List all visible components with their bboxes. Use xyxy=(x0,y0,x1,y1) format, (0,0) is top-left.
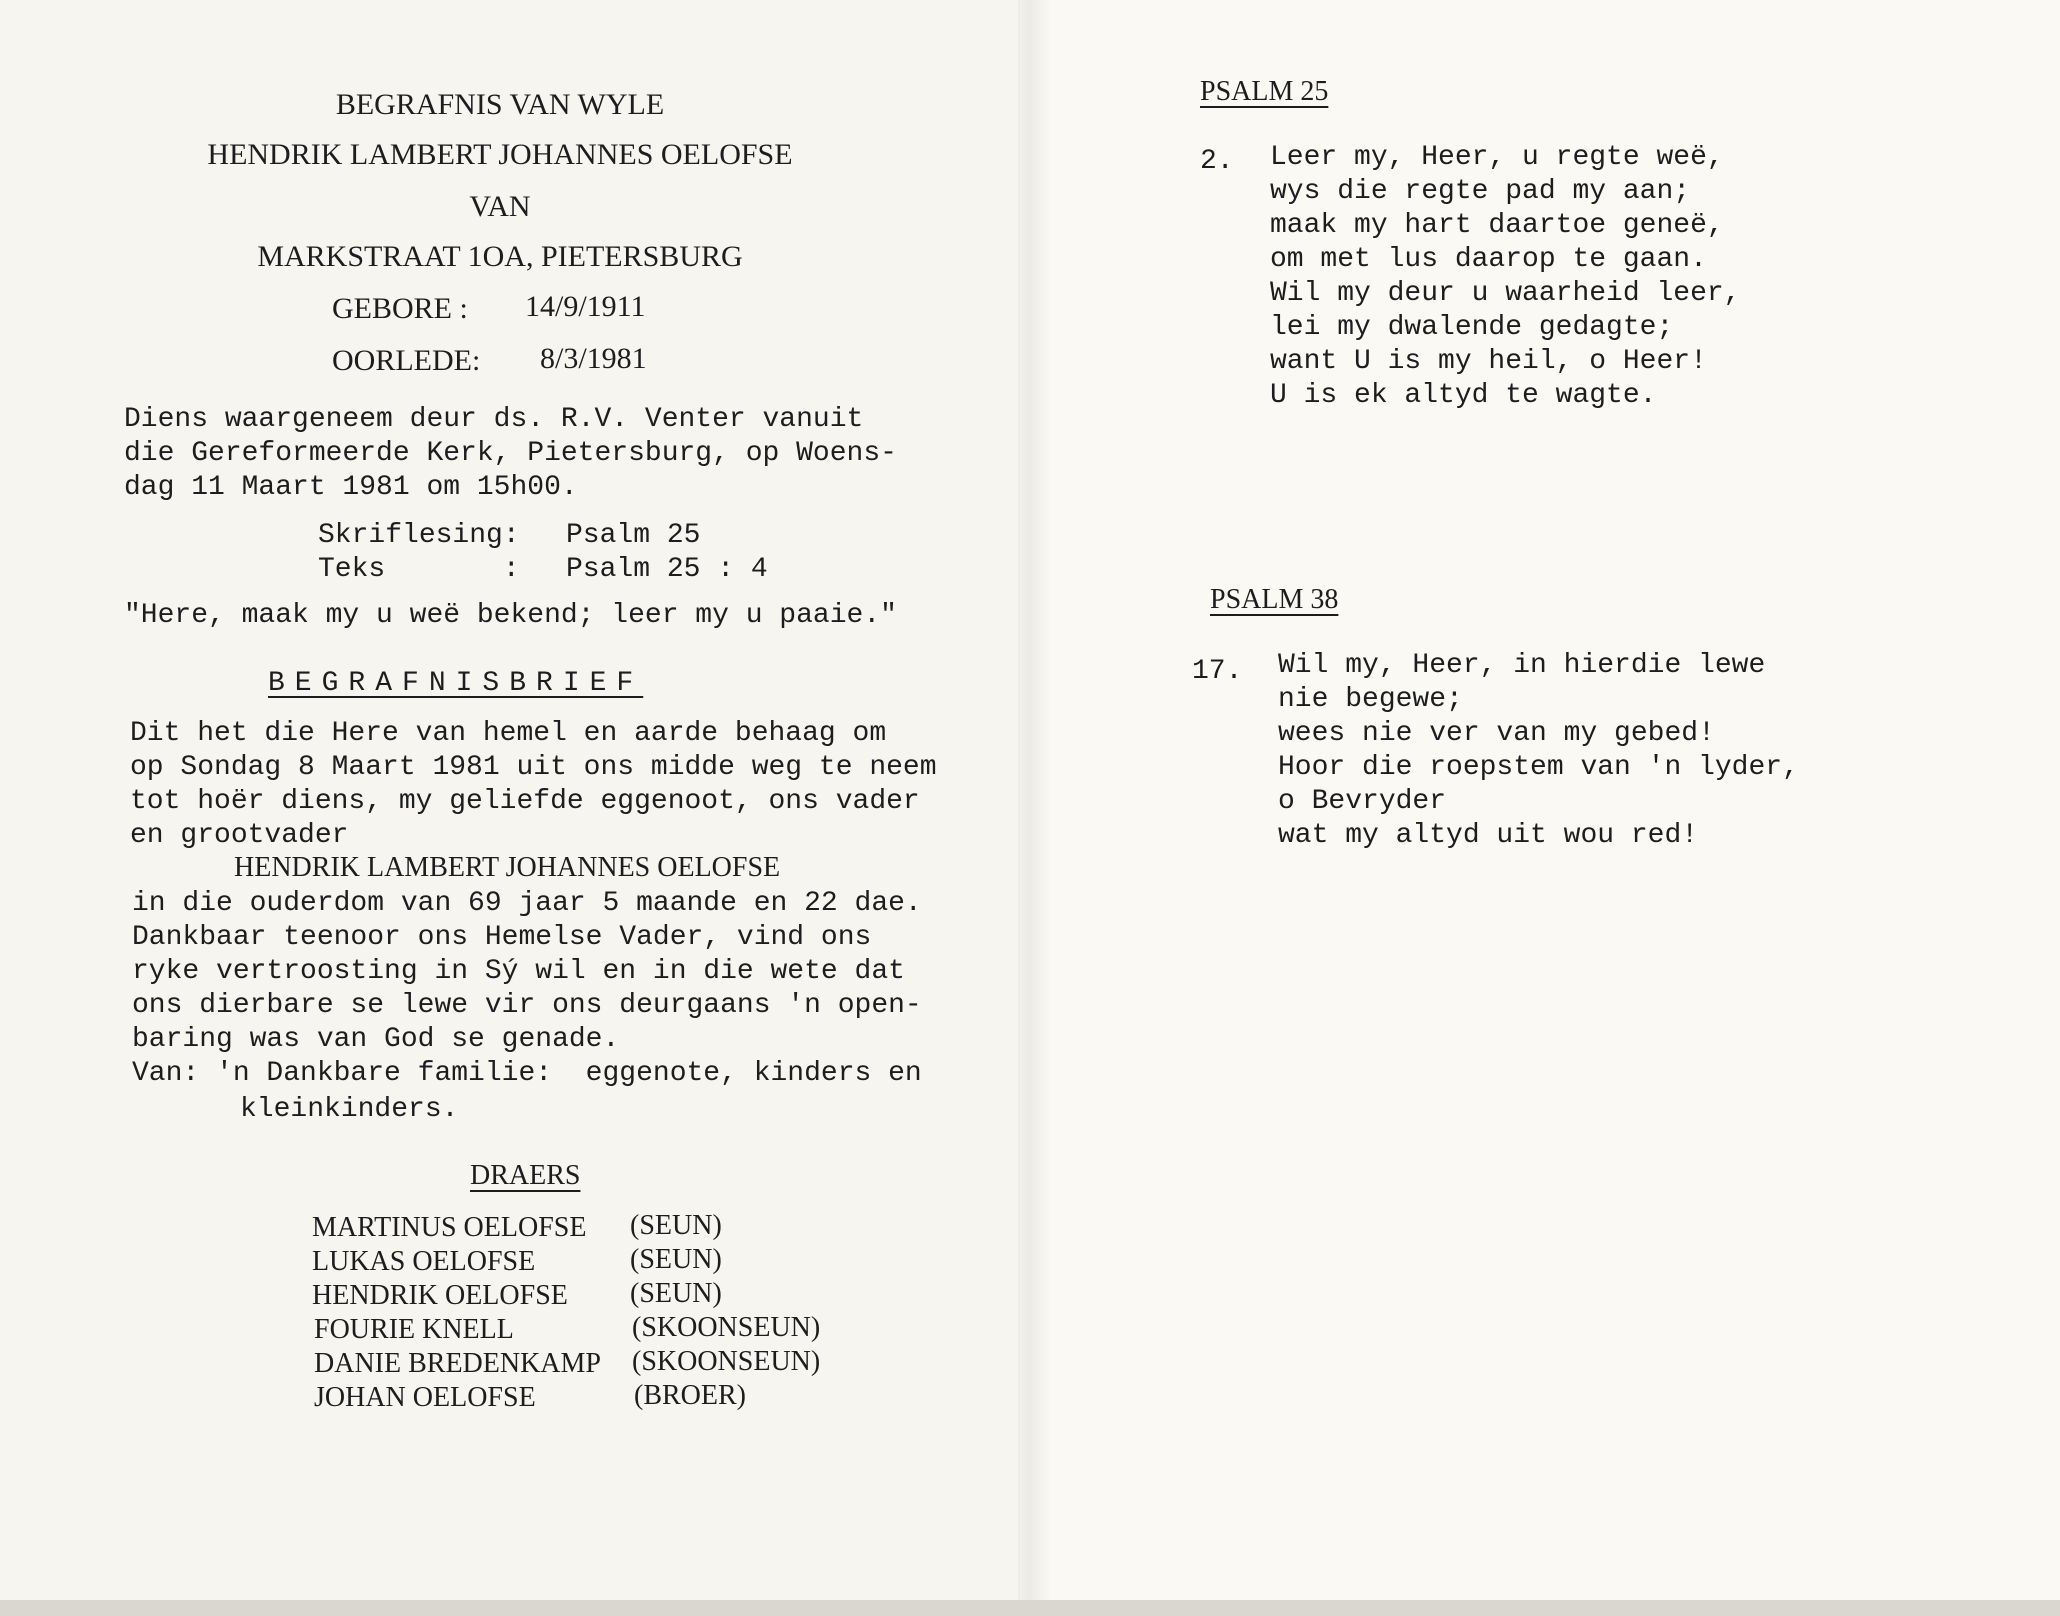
text-label: Teks : xyxy=(318,554,520,585)
bearer-relation: (SEUN) xyxy=(630,1278,722,1309)
letter-title: BEGRAFNISBRIEF xyxy=(268,668,644,699)
letter-line: Dankbaar teenoor ons Hemelse Vader, vind ons xyxy=(132,922,872,953)
bearer-name: DANIE BREDENKAMP xyxy=(314,1348,601,1379)
service-line-2: die Gereformeerde Kerk, Pietersburg, op Woens- xyxy=(124,438,897,469)
bearer-relation: (SKOONSEUN) xyxy=(632,1346,821,1377)
deceased-name: HENDRIK LAMBERT JOHANNES OELOFSE xyxy=(207,138,793,171)
bearer-relation: (SKOONSEUN) xyxy=(632,1312,821,1343)
left-page xyxy=(0,0,1020,1600)
letter-signature-cont: kleinkinders. xyxy=(240,1094,459,1125)
letter-signature: Van: 'n Dankbare familie: eggenote, kinders en xyxy=(132,1058,922,1089)
psalm-line: Wil my, Heer, in hierdie lewe xyxy=(1278,650,1766,681)
text-value: Psalm 25 : 4 xyxy=(566,554,768,585)
right-page xyxy=(1020,0,2060,1600)
bearer-relation: (BROER) xyxy=(634,1380,746,1411)
bearer-name: LUKAS OELOFSE xyxy=(312,1246,536,1277)
scripture-quote: "Here, maak my u weë bekend; leer my u paaie." xyxy=(124,600,897,631)
born-label: GEBORE : xyxy=(332,292,468,325)
letter-line: tot hoër diens, my geliefde eggenoot, ons vader xyxy=(130,786,920,817)
letter-line: ons dierbare se lewe vir ons deurgaans 'n open- xyxy=(132,990,922,1021)
died-date: 8/3/1981 xyxy=(540,342,647,375)
letter-line: op Sondag 8 Maart 1981 uit ons midde weg te neem xyxy=(130,752,937,783)
psalm-line: Leer my, Heer, u regte weë, xyxy=(1270,142,1724,173)
psalm-line: lei my dwalende gedagte; xyxy=(1270,312,1674,343)
bearer-relation: (SEUN) xyxy=(630,1244,722,1275)
psalm-line: wees nie ver van my gebed! xyxy=(1278,718,1715,749)
psalm-line: U is ek altyd te wagte. xyxy=(1270,380,1657,411)
header-title: BEGRAFNIS VAN WYLE xyxy=(335,88,665,121)
psalm-line: om met lus daarop te gaan. xyxy=(1270,244,1707,275)
psalm-line: nie begewe; xyxy=(1278,684,1463,715)
psalm-line: Hoor die roepstem van 'n lyder, xyxy=(1278,752,1799,783)
letter-line: ryke vertroosting in Sý wil en in die wete dat xyxy=(132,956,905,987)
page-fold xyxy=(1018,0,1052,1600)
service-line-1: Diens waargeneem deur ds. R.V. Venter vanuit xyxy=(124,404,864,435)
psalm-25-verse-number: 2. xyxy=(1200,146,1234,177)
address: MARKSTRAAT 1OA, PIETERSBURG xyxy=(257,240,743,273)
psalm-25-title: PSALM 25 xyxy=(1200,76,1329,107)
bearer-relation: (SEUN) xyxy=(630,1210,722,1241)
reading-value: Psalm 25 xyxy=(566,520,701,551)
psalm-line: Wil my deur u waarheid leer, xyxy=(1270,278,1741,309)
psalm-line: wat my altyd uit wou red! xyxy=(1278,820,1699,851)
bearer-name: MARTINUS OELOFSE xyxy=(312,1212,587,1243)
psalm-38-verse-number: 17. xyxy=(1192,656,1243,687)
header-van: VAN xyxy=(469,190,531,223)
letter-line: en grootvader xyxy=(130,820,349,851)
letter-line: Dit het die Here van hemel en aarde behaag om xyxy=(130,718,887,749)
scan-edge xyxy=(0,1600,2060,1616)
bearer-name: JOHAN OELOFSE xyxy=(314,1382,536,1413)
psalm-line: o Bevryder xyxy=(1278,786,1447,817)
letter-line: baring was van God se genade. xyxy=(132,1024,620,1055)
psalm-line: want U is my heil, o Heer! xyxy=(1270,346,1707,377)
died-label: OORLEDE: xyxy=(332,344,481,377)
letter-line: in die ouderdom van 69 jaar 5 maande en 22 dae. xyxy=(132,888,922,919)
service-line-3: dag 11 Maart 1981 om 15h00. xyxy=(124,472,578,503)
bearer-name: FOURIE KNELL xyxy=(314,1314,514,1345)
bearer-name: HENDRIK OELOFSE xyxy=(312,1280,568,1311)
reading-label: Skriflesing: xyxy=(318,520,520,551)
psalm-line: maak my hart daartoe geneë, xyxy=(1270,210,1724,241)
psalm-line: wys die regte pad my aan; xyxy=(1270,176,1691,207)
bearers-title: DRAERS xyxy=(470,1160,581,1191)
psalm-38-title: PSALM 38 xyxy=(1210,584,1339,615)
letter-deceased-name: HENDRIK LAMBERT JOHANNES OELOFSE xyxy=(234,852,781,883)
born-date: 14/9/1911 xyxy=(525,290,646,323)
